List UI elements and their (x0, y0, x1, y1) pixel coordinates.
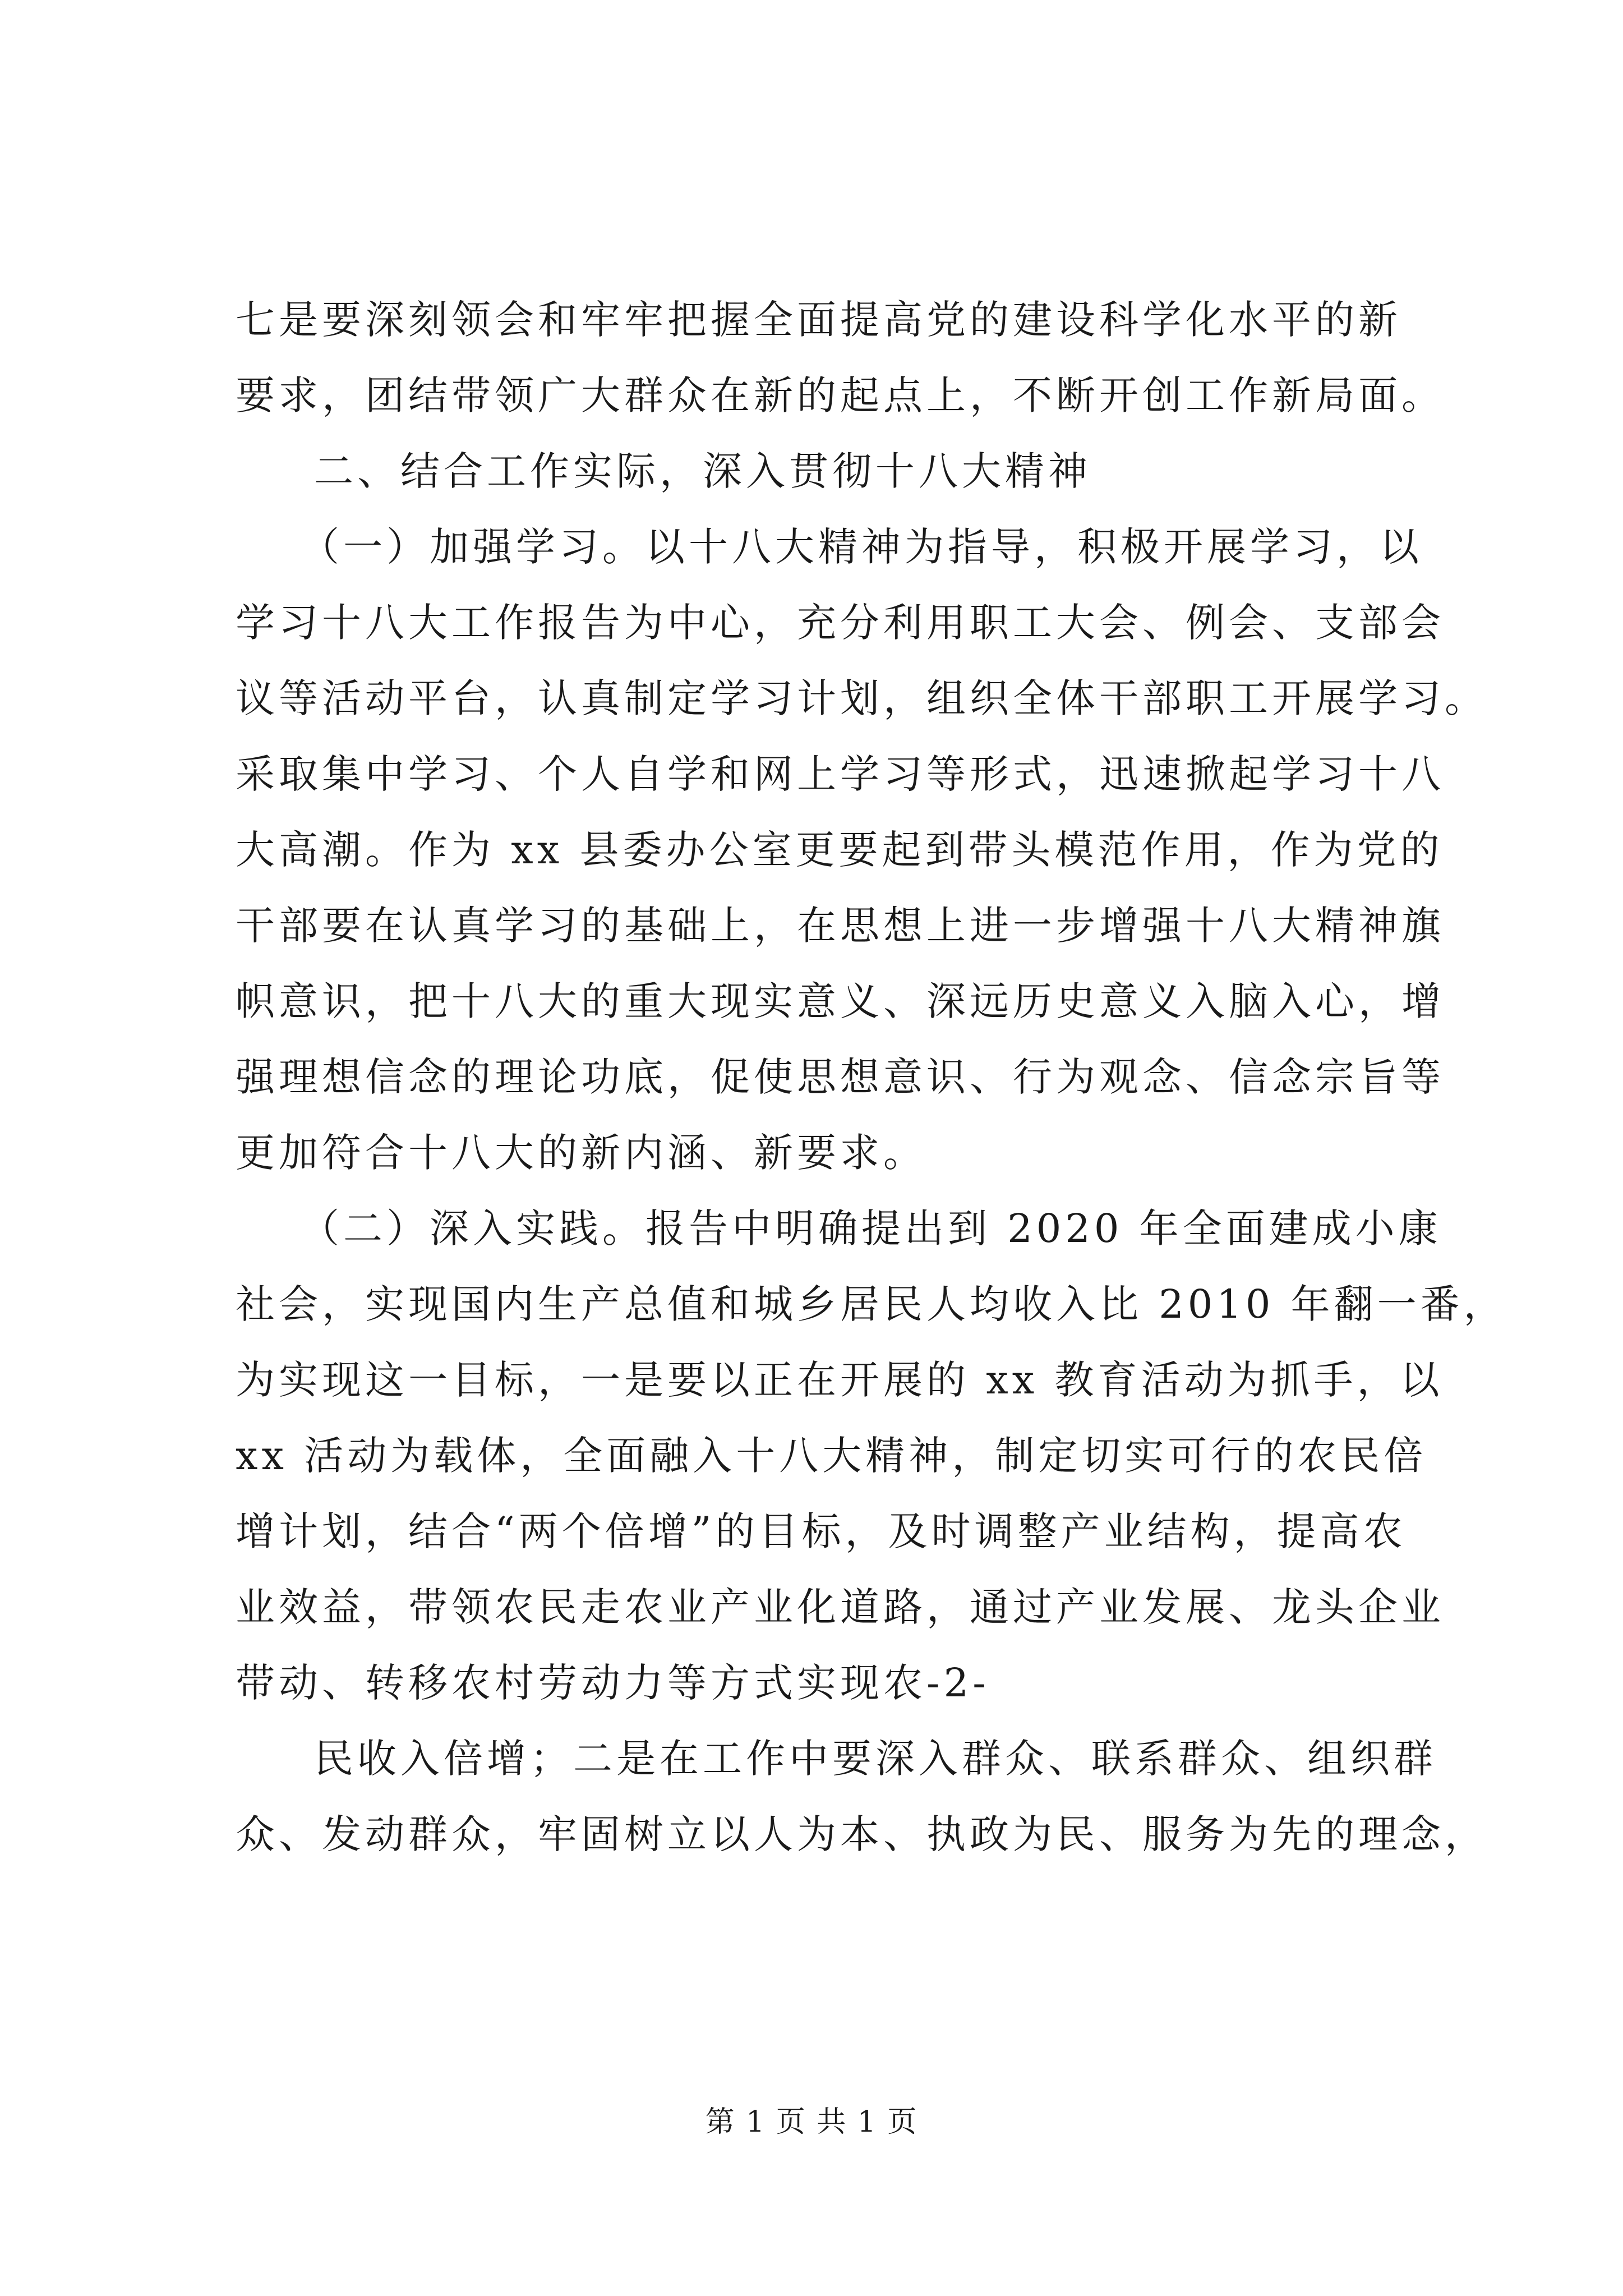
body-line: 干部要在认真学习的基础上，在思想上进一步增强十八大精神旗 (236, 903, 1445, 949)
body-line: 带动、转移农村劳动力等方式实现农-2- (236, 1660, 990, 1706)
body-line: 更加符合十八大的新内涵、新要求。 (236, 1130, 926, 1176)
page-footer: 第 1 页 共 1 页 (705, 2105, 918, 2139)
body-line: 议等活动平台，认真制定学习计划，组织全体干部职工开展学习。 (236, 675, 1488, 721)
body-line: 采取集中学习、个人自学和网上学习等形式，迅速掀起学习十八 (236, 751, 1445, 797)
body-line: 强理想信念的理论功底，促使思想意识、行为观念、信念宗旨等 (236, 1054, 1445, 1100)
section-heading: 二、结合工作实际，深入贯彻十八大精神 (314, 448, 1091, 494)
body-line: 学习十八大工作报告为中心，充分利用职工大会、例会、支部会 (236, 600, 1445, 646)
body-line: 社会，实现国内生产总值和城乡居民人均收入比 2010 年翻一番， (236, 1281, 1507, 1327)
body-line: 大高潮。作为 xx 县委办公室更要起到带头模范作用，作为党的 (236, 827, 1444, 873)
body-line: xx 活动为载体，全面融入十八大精神，制定切实可行的农民倍 (236, 1433, 1427, 1479)
body-line: 民收入倍增；二是在工作中要深入群众、联系群众、组织群 (314, 1736, 1437, 1782)
body-line: 众、发动群众，牢固树立以人为本、执政为民、服务为先的理念， (236, 1811, 1488, 1857)
body-line: 为实现这一目标，一是要以正在开展的 xx 教育活动为抓手，以 (236, 1357, 1444, 1403)
subsection-heading: （一）加强学习。以十八大精神为指导，积极开展学习，以 (300, 524, 1423, 570)
body-line: 帜意识，把十八大的重大现实意义、深远历史意义入脑入心，增 (236, 978, 1445, 1024)
body-line: 要求，团结带领广大群众在新的起点上，不断开创工作新局面。 (236, 372, 1445, 418)
body-line: 七是要深刻领会和牢牢把握全面提高党的建设科学化水平的新 (236, 297, 1401, 343)
subsection-heading: （二）深入实践。报告中明确提出到 2020 年全面建成小康 (300, 1205, 1442, 1251)
body-line: 业效益，带领农民走农业产业化道路，通过产业发展、龙头企业 (236, 1584, 1445, 1630)
body-line: 增计划，结合“两个倍增”的目标，及时调整产业结构，提高农 (236, 1508, 1407, 1554)
